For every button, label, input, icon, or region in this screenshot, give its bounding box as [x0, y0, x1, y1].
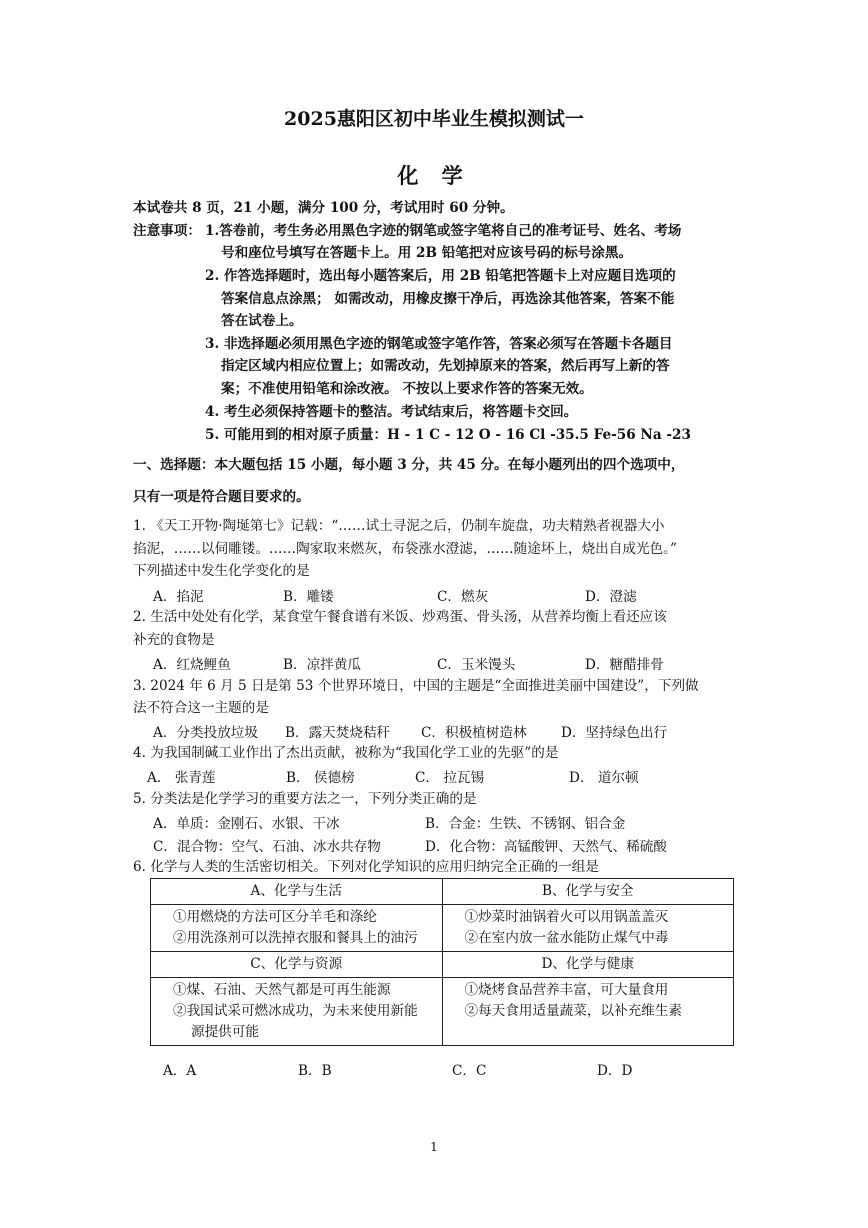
q5-option-d: D．化合物：高锰酸钾、天然气、稀硫酸	[425, 839, 667, 855]
note-5-atomic-masses: 5. 可能用到的相对原子质量：H - 1 C - 12 O - 16 Cl -35.5 Fe-56 Na -23	[205, 427, 691, 443]
q6-cell-a-body	[151, 905, 443, 952]
q1-option-d: D．澄滤	[585, 589, 637, 605]
subject-title: 化 学	[397, 163, 471, 188]
q6-option-a: A．A	[163, 1063, 197, 1079]
q6-a-item-1: ①用燃烧的方法可区分羊毛和涤纶	[173, 909, 377, 925]
q6-cell-c-head: C、化学与资源	[151, 952, 443, 978]
note-3-line-3: 案；不准使用铅笔和涂改液。 不按以上要求作答的答案无效。	[221, 381, 593, 397]
note-1-line-2: 号和座位号填写在答题卡上。用 2B 铅笔把对应该号码的标号涂黑。	[221, 245, 633, 261]
q2-line-1: 2. 生活中处处有化学，某食堂午餐食谱有米饭、炒鸡蛋、骨头汤，从营养均衡上看还应该	[133, 609, 667, 625]
section-heading-line-2: 只有一项是符合题目要求的。	[133, 489, 310, 505]
note-3-line-2: 指定区域内相应位置上；如需改动，先划掉原来的答案，然后再写上新的答	[221, 358, 670, 374]
q6-c-item-2: ②我国试采可燃冰成功，为未来使用新能	[173, 1003, 418, 1019]
q6-line-1: 6. 化学与人类的生活密切相关。下列对化学知识的应用归纳完全正确的一组是	[133, 859, 599, 875]
note-2-line-1: 2. 作答选择题时，选出每小题答案后，用 2B 铅笔把答题卡上对应题目选项的	[205, 268, 676, 284]
q1-option-a: A．掐泥	[153, 589, 204, 605]
q1-line-3: 下列描述中发生化学变化的是	[133, 563, 310, 579]
q1-option-b: B．雕镂	[283, 589, 334, 605]
page-number: 1	[430, 1140, 438, 1154]
q3-option-c: C．积极植树造林	[421, 725, 527, 741]
q6-b-item-2: ②在室内放一盆水能防止煤气中毒	[464, 930, 669, 946]
q1-line-2: 掐泥，……以伺雕镂。……陶家取来燃灰，布袋涨水澄滤，……随途坏上，烧出自成光色。”	[133, 541, 677, 557]
q6-b-item-1: ①炒菜时油锅着火可以用锅盖盖灭	[464, 909, 669, 925]
q6-c-item-2-cont: 源提供可能	[191, 1024, 259, 1040]
q4-option-b: B． 侯德榜	[286, 770, 355, 786]
q5-line-1: 5. 分类法是化学学习的重要方法之一，下列分类正确的是	[133, 791, 477, 807]
q6-option-c: C．C	[452, 1063, 487, 1079]
q2-option-d: D．糖醋排骨	[585, 657, 664, 673]
q3-option-d: D．坚持绿色出行	[561, 725, 668, 741]
q6-cell-d-body	[442, 978, 734, 1046]
q5-option-a: A．单质：金刚石、水银、干冰	[153, 816, 340, 832]
q3-option-a: A．分类投放垃圾	[153, 725, 258, 741]
q6-cell-b-head: B、化学与安全	[442, 879, 734, 905]
exam-intro: 本试卷共 8 页，21 小题，满分 100 分，考试用时 60 分钟。	[133, 200, 514, 216]
q1-line-1: 1. 《天工开物·陶埏第七》记载：“……试土寻泥之后，仍制车旋盘，功夫精熟者视器大小	[133, 518, 665, 534]
q4-option-c: C． 拉瓦锡	[415, 770, 485, 786]
note-2-line-2: 答案信息点涂黑； 如需改动，用橡皮擦干净后，再选涂其他答案，答案不能	[221, 291, 675, 307]
q6-cell-a-head: A、化学与生活	[151, 879, 443, 905]
q6-d-item-2: ②每天食用适量蔬菜，以补充维生素	[464, 1003, 682, 1019]
q6-a-item-2: ②用洗涤剂可以洗掉衣服和餐具上的油污	[173, 930, 418, 946]
q6-option-b: B．B	[298, 1063, 332, 1079]
q4-option-a: A． 张青莲	[147, 770, 216, 786]
q6-cell-c-body	[151, 978, 443, 1046]
q3-line-1: 3. 2024 年 6 月 5 日是第 53 个世界环境日，中国的主题是“全面推进美丽中国建设”，下列做	[133, 678, 699, 694]
q5-option-c: C．混合物：空气、石油、冰水共存物	[153, 839, 381, 855]
section-heading-line-1: 一、选择题：本大题包括 15 小题，每小题 3 分，共 45 分。在每小题列出的四个选项中，	[133, 457, 685, 473]
q2-option-b: B．凉拌黄瓜	[283, 657, 361, 673]
q2-option-c: C．玉米馒头	[437, 657, 516, 673]
q6-cell-d-head: D、化学与健康	[442, 952, 734, 978]
q6-cell-b-body	[442, 905, 734, 952]
q2-option-a: A．红烧鲤鱼	[153, 657, 231, 673]
q6-d-item-1: ①烧烤食品营养丰富，可大量食用	[464, 982, 669, 998]
exam-title: 2025惠阳区初中毕业生模拟测试一	[284, 108, 584, 130]
q6-table	[150, 878, 734, 1046]
q4-line-1: 4. 为我国制碱工业作出了杰出贡献，被称为“我国化学工业的先驱”的是	[133, 745, 559, 761]
q6-option-d: D．D	[597, 1063, 633, 1079]
note-2-line-3: 答在试卷上。	[221, 313, 303, 329]
note-1-line-1: 1.答卷前，考生务必用黑色字迹的钢笔或签字笔将自己的准考证号、姓名、考场	[205, 223, 682, 239]
note-3-line-1: 3. 非选择题必须用黑色字迹的钢笔或签字笔作答，答案必须写在答题卡各题目	[205, 336, 673, 352]
note-4: 4. 考生必须保持答题卡的整洁。考试结束后，将答题卡交回。	[205, 404, 578, 420]
notes-label: 注意事项：	[133, 223, 201, 239]
q4-option-d: D． 道尔顿	[569, 770, 639, 786]
q5-option-b: B．合金：生铁、不锈钢、铝合金	[425, 816, 626, 832]
q3-line-2: 法不符合这一主题的是	[133, 700, 269, 716]
q1-option-c: C．燃灰	[437, 589, 489, 605]
q2-line-2: 补充的食物是	[133, 632, 215, 648]
q6-c-item-1: ①煤、石油、天然气都是可再生能源	[173, 982, 391, 998]
q3-option-b: B．露天焚烧秸秆	[285, 725, 391, 741]
